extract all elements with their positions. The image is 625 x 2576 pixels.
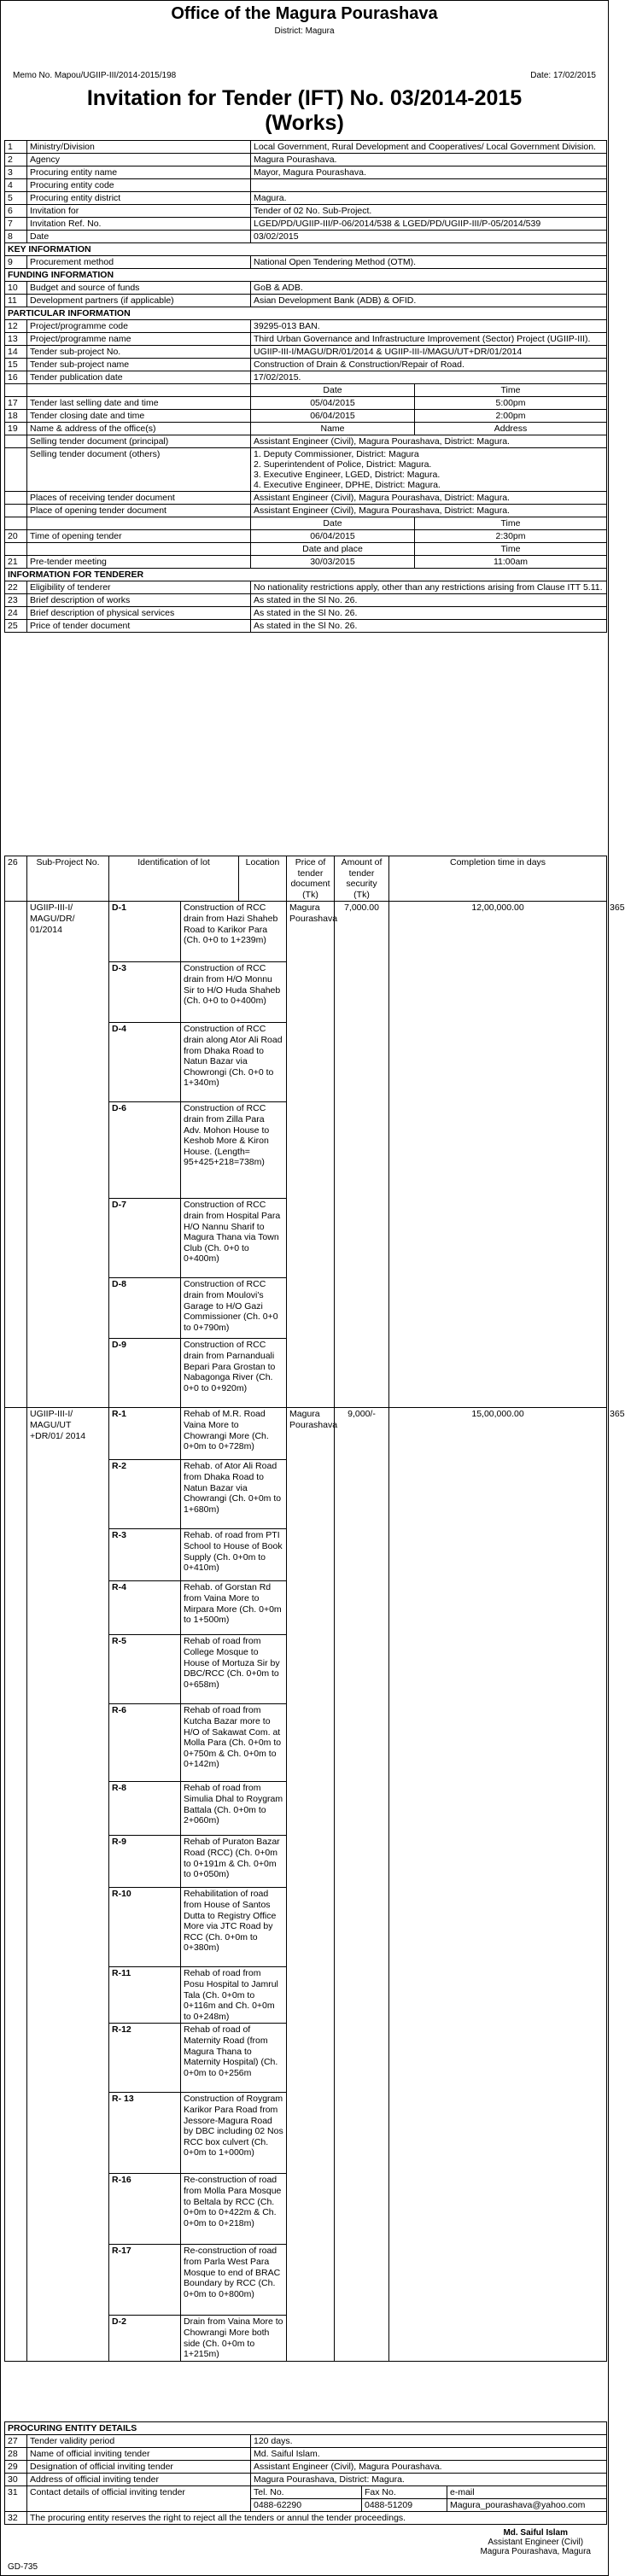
office-title: Office of the Magura Pourashava [171,4,438,23]
lot-row: D-8 Construction of RCC drain from Moulovi's Garage to H/O Gazi Commissioner (Ch. 0+0 to 0+790m) [5,1278,607,1339]
table-row: Place of opening tender document Assistant Engineer (Civil), Magura Pourashava, District: Magura. [5,505,607,517]
lot-row: R- 13 Construction of Roygram Karikor Para Road from Jessore-Magura Road by DBC including 02 Nos RCC box culvert (Ch. 0+0m to 1+000m) [5,2093,607,2174]
table-row: Selling tender document (principal) Assistant Engineer (Civil), Magura Pourashava, District: Magura. [5,435,607,448]
info-table [4,140,607,633]
table-row: 3 Procuring entity name Mayor, Magura Pourashava. [5,166,607,179]
table-row: Places of receiving tender document Assistant Engineer (Civil), Magura Pourashava, District: Magura. [5,492,607,505]
lot-header: 26 Sub-Project No. Identification of lot Location Price of tender document (Tk) Amount of tender security (Tk) Completion time in days [5,856,607,902]
memo-no: Memo No. Mapou/UGIIP-III/2014-2015/198 [13,71,177,80]
table-row: 25 Price of tender document As stated in the Sl No. 26. [5,620,607,633]
signature-block [480,2528,591,2556]
table-row: 16 Tender publication date 17/02/2015. [5,371,607,384]
section-heading: INFORMATION FOR TENDERER [5,569,607,581]
section-heading: KEY INFORMATION [5,243,607,256]
memo-date: Date: 17/02/2015 [530,71,596,80]
table-row: Date Time [5,384,607,397]
lot-row: D-6 Construction of RCC drain from Zilla Para Adv. Mohon House to Keshob More & Kiron House. (Length= 95+425+218=738m) [5,1102,607,1199]
tender-title: Invitation for Tender (IFT) No. 03/2014-2015 (Works) [86,86,523,135]
table-row: 6 Invitation for Tender of 02 No. Sub-Project. [5,205,607,218]
table-row: 19 Name & address of the office(s) Name Address [5,423,607,435]
table-row: 21 Pre-tender meeting 30/03/2015 11:00am [5,556,607,569]
lot-row: D-9 Construction of RCC drain from Parnanduali Bepari Para Grostan to Nabagonga River (Ch. 0+0 to 0+920m) [5,1339,607,1408]
table-row: Date Time [5,517,607,530]
lot-row: R-8 Rehab of road from Simulia Dhal to Roygram Battala (Ch. 0+0m to 2+060m) [5,1782,607,1836]
table-row: 24 Brief description of physical services As stated in the Sl No. 26. [5,607,607,620]
procuring-table [4,2421,607,2525]
table-row: 18 Tender closing date and time 06/04/2015 2:00pm [5,410,607,423]
table-row: 13 Project/programme name Third Urban Governance and Infrastructure Improvement (Sector) Project (UGIIP-III). [5,333,607,346]
table-row: 31 Contact details of official inviting tender Tel. No. Fax No. e-mail [5,2486,607,2499]
lot-row: R-11 Rehab of road from Posu Hospital to Jamrul Tala (Ch. 0+0m to 0+116m and Ch. 0+0m to 0+248m) [5,1967,607,2024]
table-row: 1 Ministry/Division Local Government, Rural Development and Cooperatives/ Local Government Division. [5,141,607,154]
district: District: Magura [274,26,335,36]
section-heading: PARTICULAR INFORMATION [5,307,607,320]
table-row: 32 The procuring entity reserves the right to reject all the tenders or annul the tender proceedings. [5,2512,607,2525]
lot-row: R-4 Rehab. of Gorstan Rd from Vaina More to Mirpara More (Ch. 0+0m to 1+500m) [5,1581,607,1635]
office-list-item: 4. Executive Engineer, DPHE, District: Magura. [254,480,441,490]
table-row: 7 Invitation Ref. No. LGED/PD/UGIIP-III/P-06/2014/538 & LGED/PD/UGIIP-III/P-05/2014/539 [5,218,607,231]
table-row: 30 Address of official inviting tender Magura Pourashava, District: Magura. [5,2474,607,2486]
table-row: 23 Brief description of works As stated in the Sl No. 26. [5,594,607,607]
table-row: 5 Procuring entity district Magura. [5,192,607,205]
table-row: 22 Eligibility of tenderer No nationality restrictions apply, other than any restrictions arising from Clause ITT 5.11. [5,581,607,594]
lot-row: R-10 Rehabilitation of road from House of Santos Dutta to Registry Office More via JTC Road by RCC (Ch. 0+0m to 0+380m) [5,1888,607,1967]
office-list-item: 1. Deputy Commissioner, District: Magura [254,449,419,459]
table-row: 20 Time of opening tender 06/04/2015 2:30pm [5,530,607,543]
signatory-office: Magura Pourashava, Magura [480,2547,591,2556]
table-row: 27 Tender validity period 120 days. [5,2435,607,2448]
table-row: 11 Development partners (if applicable) Asian Development Bank (ADB) & OFID. [5,295,607,307]
lot-row: UGIIP-III-I/ MAGU/UT +DR/01/ 2014 R-1 Rehab of M.R. Road Vaina More to Chowrangi More (Ch. 0+0m to 0+728m) Magura Pourashava 9,000/- 15,00,000.00 365 [5,1408,607,1460]
table-row: 14 Tender sub-project No. UGIIP-III-I/MAGU/DR/01/2014 & UGIIP-III-I/MAGU/UT+DR/01/2014 [5,346,607,359]
section-heading: PROCURING ENTITY DETAILS [5,2422,607,2435]
office-list-item: 2. Superintendent of Police, District: Magura. [254,459,432,470]
lot-row: R-5 Rehab of road from College Mosque to House of Mortuza Sir by DBC/RCC (Ch. 0+0m to 0+658m) [5,1635,607,1704]
table-row: 8 Date 03/02/2015 [5,231,607,243]
table-row: Date and place Time [5,543,607,556]
lot-row: R-16 Re-construction of road from Molla Para Mosque to Beltala by RCC (Ch. 0+0m to 0+422m & Ch. 0+0m to 0+218m) [5,2174,607,2245]
signatory-designation: Assistant Engineer (Civil) [488,2538,584,2547]
section-heading: FUNDING INFORMATION [5,269,607,282]
table-row: 17 Tender last selling date and time 05/04/2015 5:00pm [5,397,607,410]
lot-row: R-12 Rehab of road of Maternity Road (from Magura Thana to Maternity Hospital) (Ch. 0+0m to 0+256m [5,2024,607,2093]
lot-row: D-3 Construction of RCC drain from H/O Monnu Sir to H/O Huda Shaheb (Ch. 0+0 to 0+400m) [5,962,607,1023]
table-row: 10 Budget and source of funds GoB & ADB. [5,282,607,295]
table-row: 28 Name of official inviting tender Md. Saiful Islam. [5,2448,607,2461]
lot-table [4,856,625,2362]
office-list-item: 3. Executive Engineer, LGED, District: Magura. [254,470,441,480]
lot-row: D-4 Construction of RCC drain along Ator Ali Road from Dhaka Road to Natun Bazar via Chowrongi (Ch. 0+0 to 1+340m) [5,1023,607,1102]
table-row: Selling tender document (others) 1. Deputy Commissioner, District: Magura 2. Superintendent of Police, District: Magura. 3. Executive Engineer, LGED, District: Magura. 4. Executive Engineer, DPHE, District: Magura. [5,448,607,492]
signatory-name: Md. Saiful Islam [503,2528,569,2538]
lot-row: UGIIP-III-I/ MAGU/DR/ 01/2014 D-1 Construction of RCC drain from Hazi Shaheb Road to Karikor Para (Ch. 0+0 to 1+239m) Magura Pourashava 7,000.00 12,00,000.00 365 [5,902,607,962]
lot-row: R-6 Rehab of road from Kutcha Bazar more to H/O of Sakawat Com. at Molla Para (Ch. 0+0m to 0+750m & Ch. 0+0m to 0+142m) [5,1704,607,1782]
lot-row: R-9 Rehab of Puraton Bazar Road (RCC) (Ch. 0+0m to 0+191m & Ch. 0+0m to 0+050m) [5,1836,607,1888]
table-row: 2 Agency Magura Pourashava. [5,154,607,166]
table-row: 0488-62290 0488-51209 Magura_pourashava@yahoo.com [5,2499,607,2512]
table-row: 29 Designation of official inviting tender Assistant Engineer (Civil), Magura Pourashava. [5,2461,607,2474]
table-row: 12 Project/programme code 39295-013 BAN. [5,320,607,333]
table-row: 15 Tender sub-project name Construction of Drain & Construction/Repair of Road. [5,359,607,371]
table-row: 9 Procurement method National Open Tendering Method (OTM). [5,256,607,269]
table-row: 4 Procuring entity code [5,179,607,192]
lot-row: D-2 Drain from Vaina More to Chowrangi More both side (Ch. 0+0m to 1+215m) [5,2316,607,2361]
gd-number: GD-735 [8,2562,38,2572]
lot-row: D-7 Construction of RCC drain from Hospital Para H/O Nannu Sharif to Magura Thana via Town Club (Ch. 0+0 to 0+400m) [5,1199,607,1278]
lot-row: R-2 Rehab. of Ator Ali Road from Dhaka Road to Natun Bazar via Chowrangi (Ch. 0+0m to 1+680m) [5,1460,607,1529]
lot-row: R-17 Re-construction of road from Parla West Para Mosque to end of BRAC Boundary by RCC (Ch. 0+0m to 0+800m) [5,2245,607,2316]
lot-row: R-3 Rehab. of road from PTI School to House of Book Supply (Ch. 0+0m to 0+410m) [5,1529,607,1581]
